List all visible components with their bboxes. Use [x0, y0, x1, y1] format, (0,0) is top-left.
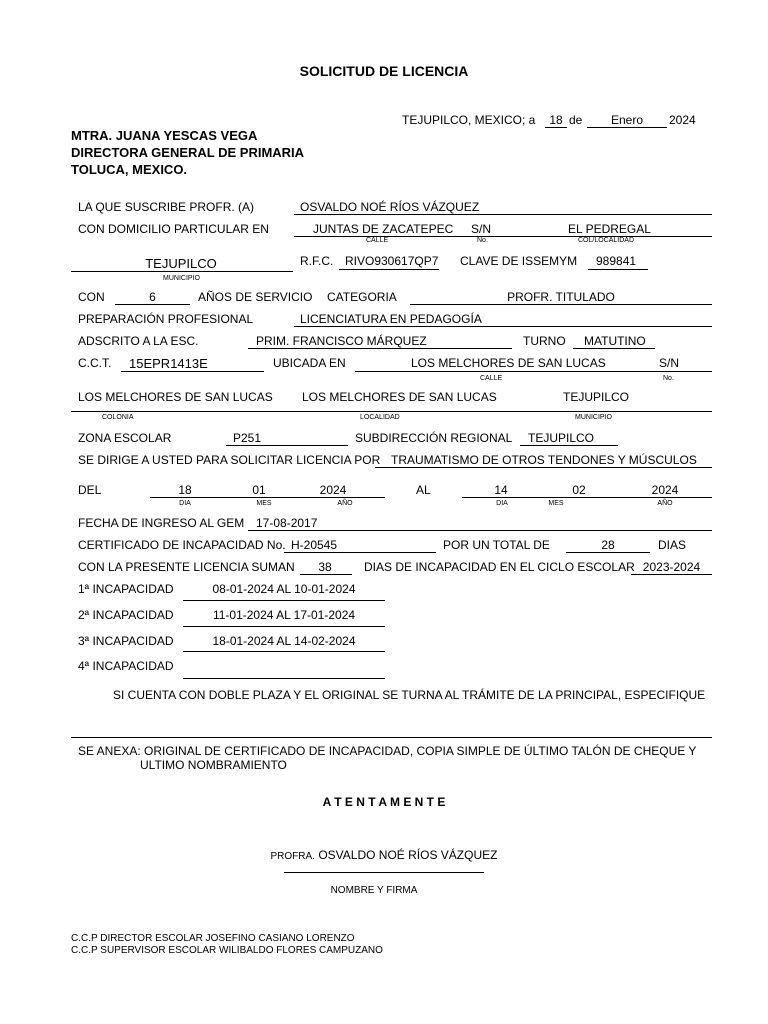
escuela-line — [248, 348, 512, 349]
certificado-value: H-20545 — [291, 538, 338, 552]
inc3-line — [183, 651, 385, 652]
esc-municipio-caption: MUNICIPIO — [575, 414, 612, 421]
date-de: de — [569, 113, 583, 127]
colonia-value: EL PEDREGAL — [568, 222, 651, 236]
localidad-caption: LOCALIDAD — [360, 414, 400, 421]
atentamente: A T E N T A M E N T E — [322, 795, 446, 809]
dias-label: DIAS — [658, 538, 687, 552]
numero-value: S/N — [471, 222, 492, 236]
inc3-label: 3ª INCAPACIDAD — [78, 634, 174, 648]
categoria-line — [410, 304, 712, 305]
esc-municipio-value: TEJUPILCO — [563, 390, 630, 404]
subdireccion-label: SUBDIRECCIÓN REGIONAL — [355, 431, 513, 445]
subdireccion-line — [520, 445, 618, 446]
place-label: TEJUPILCO, MEXICO; a — [402, 113, 536, 127]
date-month-line — [587, 127, 667, 128]
municipio-line — [71, 271, 293, 272]
anios-value: 6 — [149, 290, 156, 304]
al-label: AL — [416, 483, 431, 497]
nombre-value: OSVALDO NOÉ RÍOS VÁZQUEZ — [300, 200, 480, 214]
esc-calle-value: LOS MELCHORES DE SAN LUCAS — [411, 356, 606, 370]
turno-label: TURNO — [523, 334, 566, 348]
doble-plaza-line — [71, 737, 712, 738]
nombre-line — [294, 214, 712, 215]
ciclo-line — [631, 574, 712, 575]
anexa-line2: ULTIMO NOMBRAMIENTO — [140, 758, 287, 772]
date-month: Enero — [610, 113, 644, 127]
suman-line — [300, 574, 352, 575]
al-mes-caption: MES — [548, 500, 564, 507]
motivo-line — [375, 467, 712, 468]
issemym-label: CLAVE DE ISSEMYM — [460, 254, 578, 268]
ccp-line2: C.C.P SUPERVISOR ESCOLAR WILIBALDO FLORES CAMPUZANO — [71, 945, 383, 956]
al-dia-caption: DIA — [496, 500, 508, 507]
al-dia-value: 14 — [494, 483, 508, 497]
no-caption: No. — [477, 237, 488, 244]
date-day: 18 — [549, 113, 563, 127]
del-mes-value: 01 — [252, 483, 266, 497]
fecha-ingreso-line — [248, 530, 712, 531]
por-total-label: POR UN TOTAL DE — [443, 538, 550, 552]
preparacion-line — [294, 326, 712, 327]
ubicada-line — [355, 371, 712, 372]
ciclo-value: 2023-2024 — [642, 560, 701, 574]
inc4-line — [183, 678, 385, 679]
inc2-value: 11-01-2024 AL 17-01-2024 — [212, 608, 356, 622]
colonia-caption: COLONIA — [102, 414, 134, 421]
inc4-label: 4ª INCAPACIDAD — [78, 659, 174, 673]
esc-numero-value: S/N — [659, 356, 680, 370]
col-localidad-caption: COL/LOCALIDAD — [578, 237, 635, 244]
firma-name: OSVALDO NOÉ RÍOS VÁZQUEZ — [318, 848, 498, 862]
turno-value: MATUTINO — [584, 334, 646, 348]
calle-caption: CALLE — [366, 237, 389, 244]
total-dias-line — [566, 552, 650, 553]
inc1-value: 08-01-2024 AL 10-01-2024 — [212, 582, 356, 596]
inc1-line — [183, 600, 385, 601]
addressee-title: DIRECTORA GENERAL DE PRIMARIA — [71, 145, 305, 160]
al-anio-caption: AÑO — [657, 500, 673, 507]
date-year: 2024 — [669, 113, 696, 127]
al-line — [462, 497, 712, 498]
preparacion-label: PREPARACIÓN PROFESIONAL — [78, 312, 254, 326]
dirige-label: SE DIRIGE A USTED PARA SOLICITAR LICENCIA POR — [78, 453, 381, 467]
rfc-label: R.F.C. — [300, 254, 334, 268]
del-mes-caption: MES — [256, 500, 272, 507]
firma-line — [284, 872, 484, 873]
total-dias-value: 28 — [601, 538, 615, 552]
del-label: DEL — [78, 483, 102, 497]
preparacion-value: LICENCIATURA EN PEDAGOGÍA — [300, 312, 482, 326]
firma-caption: NOMBRE Y FIRMA — [330, 885, 418, 896]
al-anio-value: 2024 — [651, 483, 679, 497]
escuela-value: PRIM. FRANCISCO MÁRQUEZ — [256, 334, 427, 348]
fecha-ingreso-value: 17-08-2017 — [256, 516, 318, 530]
doble-plaza-text: SI CUENTA CON DOBLE PLAZA Y EL ORIGINAL SE TURNA AL TRÁMITE DE LA PRINCIPAL, ESPECIFIQUE — [113, 688, 706, 702]
cct-label: C.C.T. — [78, 356, 112, 370]
fecha-ingreso-label: FECHA DE INGRESO AL GEM — [78, 516, 245, 530]
municipio-value: TEJUPILCO — [145, 256, 217, 271]
esc-calle-caption: CALLE — [480, 375, 503, 382]
rfc-line — [339, 269, 439, 270]
esc-no-caption: No. — [663, 375, 674, 382]
suman-label: CON LA PRESENTE LICENCIA SUMAN — [78, 560, 295, 574]
esc-localidad-value: LOS MELCHORES DE SAN LUCAS — [302, 390, 497, 404]
del-anio-value: 2024 — [319, 483, 347, 497]
calle-value: JUNTAS DE ZACATEPEC — [313, 222, 454, 236]
zona-line — [226, 445, 348, 446]
firma-block — [0, 849, 768, 862]
adscrito-label: ADSCRITO A LA ESC. — [78, 334, 199, 348]
cct-value: 15EPR1413E — [129, 356, 208, 371]
page-title: SOLICITUD DE LICENCIA — [299, 63, 469, 79]
zona-label: ZONA ESCOLAR — [78, 431, 172, 445]
firma-prefix: PROFRA. — [270, 851, 315, 862]
motivo-value: TRAUMATISMO DE OTROS TENDONES Y MÚSCULOS — [391, 453, 697, 467]
subdireccion-value: TEJUPILCO — [528, 431, 595, 445]
zona-value: P251 — [233, 431, 262, 445]
esc-address-line — [71, 411, 712, 412]
turno-line — [573, 348, 655, 349]
anexa-line1: SE ANEXA: ORIGINAL DE CERTIFICADO DE INCAPACIDAD, COPIA SIMPLE DE ÚLTIMO TALÓN DE CHEQUE Y — [78, 744, 697, 758]
addressee-name: MTRA. JUANA YESCAS VEGA — [71, 128, 258, 143]
con-label: CON — [78, 290, 105, 304]
anios-servicio-label: AÑOS DE SERVICIO — [198, 290, 313, 304]
municipio-caption: MUNICIPIO — [163, 275, 200, 282]
suscribe-label: LA QUE SUSCRIBE PROFR. (A) — [78, 200, 255, 214]
del-anio-caption: AÑO — [337, 500, 353, 507]
inc2-label: 2ª INCAPACIDAD — [78, 608, 174, 622]
domicilio-line — [294, 236, 712, 237]
rfc-value: RIVO930617QP7 — [345, 254, 439, 268]
inc2-line — [183, 626, 385, 627]
del-dia-value: 18 — [178, 483, 192, 497]
categoria-value: PROFR. TITULADO — [507, 290, 615, 304]
cct-line — [121, 371, 264, 372]
inc1-label: 1ª INCAPACIDAD — [78, 582, 174, 596]
dias-ciclo-label: DIAS DE INCAPACIDAD EN EL CICLO ESCOLAR — [364, 560, 635, 574]
issemym-value: 989841 — [596, 254, 637, 268]
issemym-line — [588, 269, 648, 270]
categoria-label: CATEGORIA — [327, 290, 397, 304]
certificado-label: CERTIFICADO DE INCAPACIDAD No. — [78, 538, 286, 552]
del-line — [150, 497, 385, 498]
ubicada-label: UBICADA EN — [273, 356, 346, 370]
ccp-line1: C.C.P DIRECTOR ESCOLAR JOSEFINO CASIANO LORENZO — [71, 933, 355, 944]
suman-value: 38 — [318, 560, 332, 574]
al-mes-value: 02 — [572, 483, 586, 497]
del-dia-caption: DIA — [179, 500, 191, 507]
addressee-city: TOLUCA, MEXICO. — [71, 162, 188, 177]
certificado-line — [284, 552, 436, 553]
domicilio-label: CON DOMICILIO PARTICULAR EN — [78, 222, 269, 236]
date-day-line — [545, 127, 567, 128]
esc-colonia-value: LOS MELCHORES DE SAN LUCAS — [78, 390, 273, 404]
anios-line — [115, 304, 190, 305]
inc3-value: 18-01-2024 AL 14-02-2024 — [212, 634, 356, 648]
